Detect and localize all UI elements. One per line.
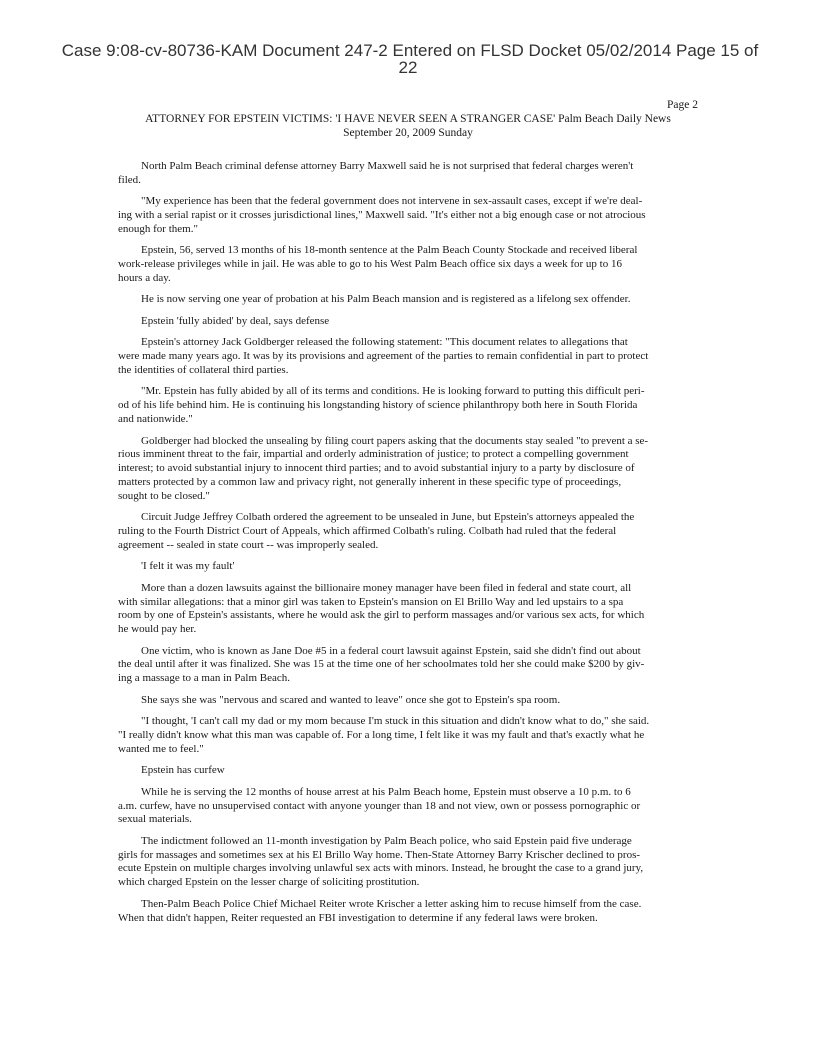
text-line: room by one of Epstein's assistants, where he would ask the girl to perform massages and/or various sex acts, for which (118, 609, 645, 622)
text-line: Epstein has curfew (141, 764, 225, 777)
text-line: He is now serving one year of probation at his Palm Beach mansion and is registered as a lifelong sex offender. (141, 293, 631, 306)
paragraph (118, 244, 708, 285)
paragraph (118, 835, 708, 890)
text-line: the identities of collateral third parties. (118, 364, 289, 376)
section-subheading (118, 764, 708, 778)
text-line: Epstein's attorney Jack Goldberger released the following statement: "This document relates to allegations that (141, 336, 628, 349)
text-line: Goldberger had blocked the unsealing by filing court papers asking that the documents stay sealed "to prevent a se- (141, 434, 649, 447)
page-number: Page 2 (667, 99, 698, 111)
text-line: ecute Epstein on multiple charges involving unlawful sex acts with minors. Instead, he brought the case to a grand jury, (118, 862, 644, 875)
text-line: matters protected by a common law and privacy right, not generally inherent in these specific type of proceedings, (118, 475, 622, 488)
text-line: hours a day. (118, 271, 171, 284)
paragraph (118, 435, 708, 504)
court-filing-header-page-total: 22 (398, 58, 418, 77)
text-line: sexual materials. (118, 813, 192, 826)
paragraph (118, 715, 708, 756)
text-line: girls for massages and sometimes sex at his El Brillo Way home. Then-State Attorney Barry Krischer declined to pros- (118, 848, 641, 861)
text-line: od of his life behind him. He is continuing his longstanding history of science philanthropy both here in South Florida (118, 399, 638, 412)
text-line: 'I felt it was my fault' (141, 560, 235, 573)
paragraph (118, 645, 708, 686)
text-line: work-release privileges while in jail. He was able to go to his West Palm Beach office six days a week for up to 16 (118, 258, 622, 271)
text-line: were made many years ago. It was by its provisions and agreement of the parties to remain confidential in part to protect (118, 350, 649, 363)
article-date: September 20, 2009 Sunday (343, 127, 473, 139)
paragraph (118, 898, 708, 926)
text-line: he would pay her. (118, 623, 197, 636)
text-line: Then-Palm Beach Police Chief Michael Reiter wrote Krischer a letter asking him to recuse himself from the case. (141, 897, 642, 910)
section-subheading (118, 560, 708, 574)
paragraph (118, 582, 708, 637)
text-line: Circuit Judge Jeffrey Colbath ordered the agreement to be unsealed in June, but Epstein's attorneys appealed the (141, 511, 635, 524)
paragraph (118, 160, 708, 188)
text-line: "I thought, 'I can't call my dad or my mom because I'm stuck in this situation and didn't know what to do," she said. (141, 715, 650, 728)
paragraph (118, 694, 708, 708)
text-line: ruling to the Fourth District Court of Appeals, which affirmed Colbath's ruling. Colbath had ruled that the federal (118, 525, 617, 538)
court-filing-header: Case 9:08-cv-80736-KAM Document 247-2 Entered on FLSD Docket 05/02/2014 Page 15 of (61, 41, 759, 60)
text-line: Epstein 'fully abided' by deal, says defense (141, 314, 330, 327)
text-line: rious imminent threat to the fair, impartial and orderly administration of justice; to protect a compelling government (118, 448, 629, 461)
text-line: agreement -- sealed in state court -- was improperly sealed. (118, 538, 379, 551)
text-line: ing a massage to a man in Palm Beach. (118, 672, 290, 685)
text-line: with similar allegations: that a minor girl was taken to Epstein's mansion on El Brillo Way and led upstairs to a spa (118, 595, 624, 608)
text-line: interest; to avoid substantial injury to innocent third parties; and to avoid substantial injury to a party by disclosure of (118, 462, 635, 475)
text-line: a.m. curfew, have no unsupervised contact with anyone younger than 18 and not view, own or possess pornographic or (118, 799, 641, 812)
paragraph (118, 511, 708, 552)
text-line: the deal until after it was finalized. She was 15 at the time one of her schoolmates told her she could make $200 by giv- (118, 658, 645, 671)
text-line: ing with a serial rapist or it crosses jurisdictional lines," Maxwell said. "It's either not a big enough case or not atrocious (118, 209, 646, 222)
text-line: "Mr. Epstein has fully abided by all of its terms and conditions. He is looking forward to putting this difficult peri- (141, 385, 645, 398)
text-line: When that didn't happen, Reiter requested an FBI investigation to determine if any federal laws were broken. (118, 911, 598, 924)
text-line: filed. (118, 173, 141, 186)
paragraph (118, 293, 708, 307)
section-subheading (118, 315, 708, 329)
text-line: enough for them." (118, 222, 198, 235)
text-line: Epstein, 56, served 13 months of his 18-month sentence at the Palm Beach County Stockade and received liberal (141, 244, 638, 257)
paragraph (118, 336, 708, 377)
text-line: She says she was "nervous and scared and wanted to leave" once she got to Epstein's spa room. (141, 693, 561, 706)
text-line: sought to be closed." (118, 489, 210, 502)
text-line: The indictment followed an 11-month investigation by Palm Beach police, who said Epstein paid five underage (141, 834, 632, 847)
paragraph (118, 786, 708, 827)
text-line: One victim, who is known as Jane Doe #5 in a federal court lawsuit against Epstein, said she didn't find out about (141, 644, 641, 657)
text-line: wanted me to feel." (118, 742, 204, 755)
text-line: and nationwide." (118, 413, 193, 426)
article-title: ATTORNEY FOR EPSTEIN VICTIMS: 'I HAVE NEVER SEEN A STRANGER CASE' Palm Beach Daily News (145, 113, 671, 125)
article-body (118, 160, 708, 933)
text-line: "My experience has been that the federal government does not intervene in sex-assault cases, except if we're deal- (141, 195, 643, 208)
paragraph (118, 385, 708, 426)
text-line: More than a dozen lawsuits against the billionaire money manager have been filed in federal and state court, all (141, 581, 632, 594)
paragraph (118, 195, 708, 236)
text-line: which charged Epstein on the lesser charge of soliciting prostitution. (118, 876, 420, 889)
text-line: North Palm Beach criminal defense attorney Barry Maxwell said he is not surprised that federal charges weren't (141, 160, 634, 172)
text-line: "I really didn't know what this man was capable of. For a long time, I felt like it was my fault and that's exactly what he (118, 729, 645, 742)
text-line: While he is serving the 12 months of house arrest at his Palm Beach home, Epstein must observe a 10 p.m. to 6 (141, 785, 631, 798)
